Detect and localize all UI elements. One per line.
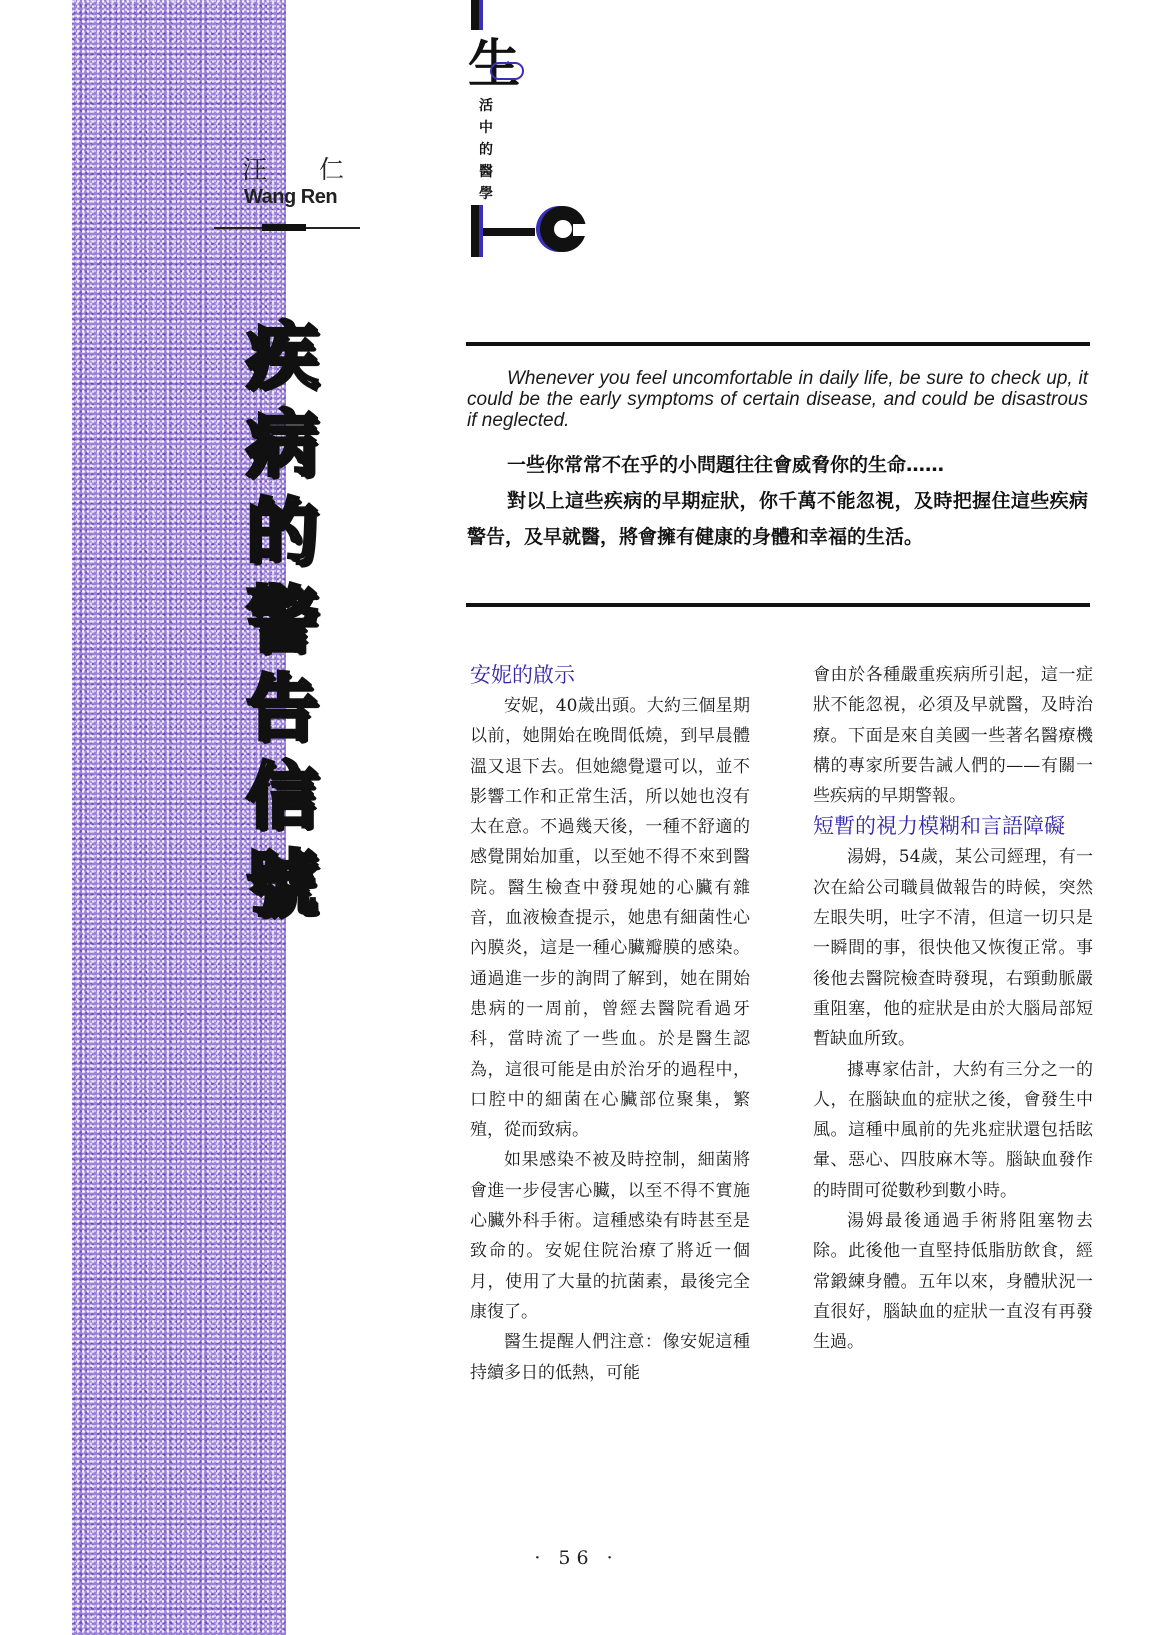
section-heading: 短暫的視力模糊和言語障礙 (813, 814, 1065, 839)
logo-oval-mark (490, 62, 524, 80)
title-char: 疾 (245, 314, 318, 398)
title-char: 警 (245, 578, 318, 662)
body-paragraph: 醫生提醒人們注意：像安妮這種持續多日的低熱，可能 (470, 1332, 750, 1383)
body-paragraph: 安妮，40歲出頭。大約三個星期以前，她開始在晚間低燒，到早晨體溫又退下去。但她總覺還可以，並不影響工作和正常生活，所以她也沒有太在意。不過幾天後，一種不舒適的感覺開始加重，以至她不得不來到醫院。醫生檢查中發現她的心臟有雜音，血液檢查提示，她患有細菌性心內膜炎，這是一種心臟瓣膜的感染。通過進一步的詢問了解到，她在開始患病的一周前，曾經去醫院看過牙科，當時流了一些血。於是醫生認為，這很可能是由於治牙的過程中，口腔中的細菌在心臟部位聚集，繁殖，從而致病。 (470, 696, 750, 1141)
logo-subtitle-char: 活 (479, 98, 493, 114)
intro-chinese-line: 一些你常常不在乎的小問題往往會威脅你的生命…… (507, 454, 945, 476)
logo-horizontal-bar (483, 228, 535, 236)
intro-chinese-paragraph: 對以上這些疾病的早期症狀，你千萬不能忽視，及時把握住這些疾病警告，及早就醫，將會擁有健康的身體和幸福的生活。 (467, 490, 1088, 548)
body-paragraph: 如果感染不被及時控制，細菌將會進一步侵害心臟，以至不得不實施心臟外科手術。這種感染有時甚至是致命的。安妮住院治療了將近一個月，使用了大量的抗菌素，最後完全康復了。 (470, 1150, 750, 1322)
logo-c-inner (554, 220, 572, 238)
body-paragraph: 湯姆最後通過手術將阻塞物去除。此後他一直堅持低脂肪飲食，經常鍛練身體。五年以來，身體狀況一直很好，腦缺血的症狀一直沒有再發生過。 (813, 1211, 1093, 1353)
intro-english: Whenever you feel uncomfortable in daily life, be sure to check up, it could be the early symptoms of certain disease, and could be disastrous if neglected. (467, 368, 1088, 431)
title-char: 號 (245, 842, 318, 926)
logo-c-opening (573, 224, 589, 236)
bottom-divider (466, 603, 1090, 607)
logo-subtitle-char: 醫 (479, 164, 493, 180)
author-divider-accent (262, 224, 306, 231)
logo-character: 生 (468, 35, 521, 95)
body-paragraph: 會由於各種嚴重疾病所引起，這一症狀不能忽視，必須及早就醫，及時治療。下面是來自美國一些著名醫療機構的專家所要告誡人們的——有關一些疾病的早期警報。 (813, 665, 1093, 807)
title-char: 病 (245, 402, 318, 486)
page-number: · 56 · (534, 1547, 619, 1569)
logo-subtitle-char: 中 (479, 120, 493, 136)
logo-subtitle-char: 學 (479, 186, 493, 202)
author-name-english: Wang Ren (244, 186, 338, 208)
logo-bar-accent (479, 0, 483, 30)
article-title (232, 312, 332, 928)
top-divider (466, 342, 1090, 346)
body-paragraph: 據專家估計，大約有三分之一的人，在腦缺血的症狀之後，會發生中風。這種中風前的先兆症狀還包括眩暈、惡心、四肢麻木等。腦缺血發作的時間可從數秒到數小時。 (813, 1059, 1093, 1201)
body-column-right (813, 660, 1093, 1358)
logo-bar (471, 0, 479, 30)
title-char: 信 (245, 754, 318, 838)
logo-subtitle-char: 的 (479, 142, 493, 158)
title-char: 的 (245, 490, 318, 574)
body-paragraph: 湯姆，54歲，某公司經理，有一次在給公司職員做報告的時候，突然左眼失明，吐字不清，但這一切只是一瞬間的事，很快他又恢復正常。事後他去醫院檢查時發現，右頸動脈嚴重阻塞，他的症狀是由於大腦局部短暫缺血所致。 (813, 847, 1093, 1050)
title-char: 告 (245, 666, 318, 750)
author-name-chinese: 汪 仁 (242, 155, 366, 184)
logo-subtitle (476, 95, 496, 205)
section-heading: 安妮的啟示 (470, 663, 575, 687)
body-column-left (470, 660, 750, 1388)
logo-bar (471, 205, 479, 257)
intro-chinese (467, 447, 1088, 555)
